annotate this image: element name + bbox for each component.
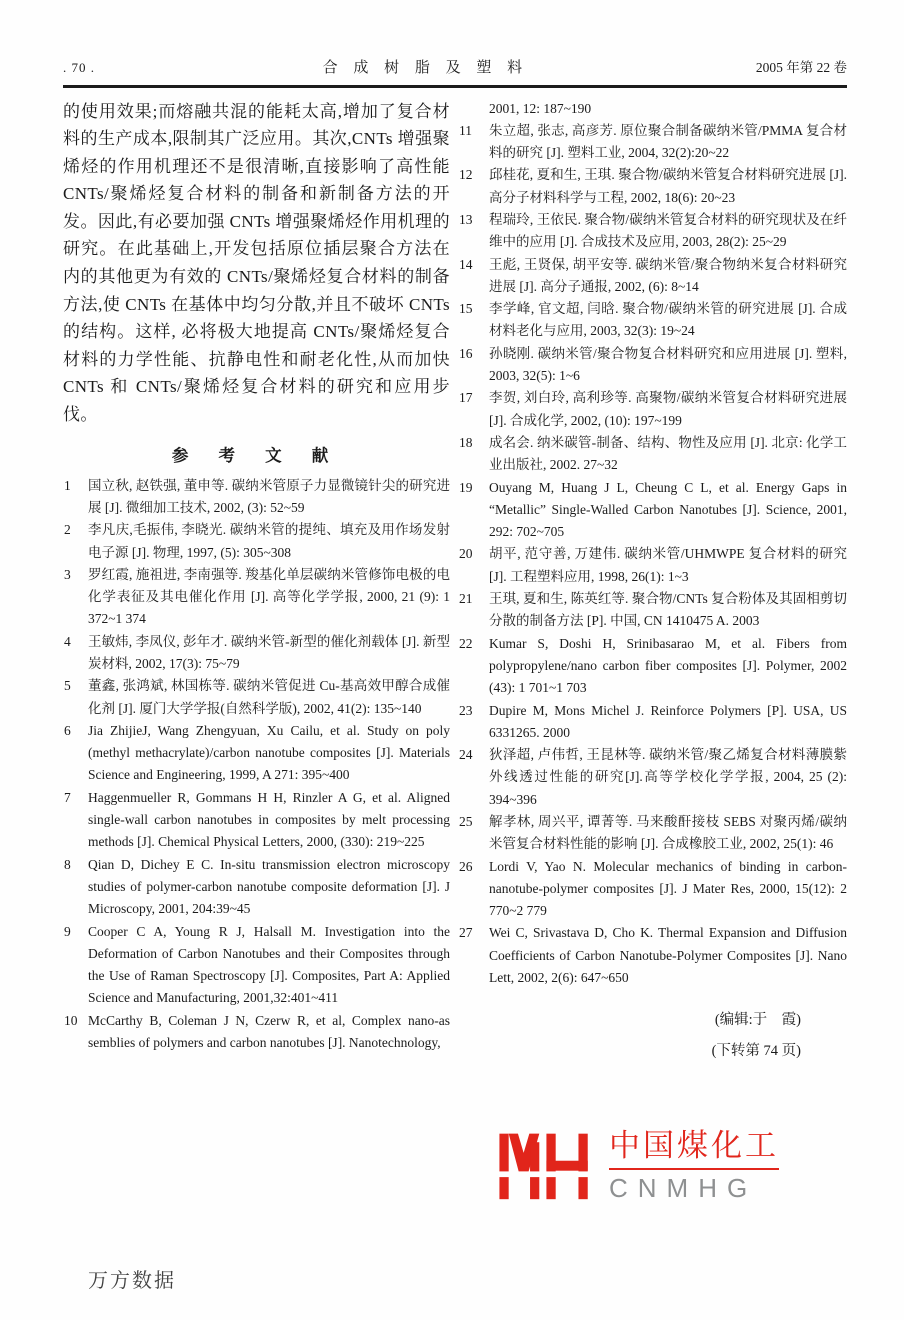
reference-text: 胡平, 范守善, 万建伟. 碳纳米管/UHMWPE 复合材料的研究 [J]. 工程塑料应用, 1998, 26(1): 1~3 bbox=[489, 546, 847, 584]
page-number: . 70 . bbox=[63, 60, 95, 75]
reference-item bbox=[458, 164, 847, 209]
reference-text: 朱立超, 张志, 高彦芳. 原位聚合制备碳纳米管/PMMA 复合材料的研究 [J]. 塑料工业, 2004, 32(2):20~22 bbox=[489, 122, 847, 161]
reference-continuation: 2001, 12: 187~190 bbox=[489, 100, 592, 116]
reference-item bbox=[63, 631, 450, 676]
reference-number: 27 bbox=[459, 925, 473, 941]
reference-text: 狄泽超, 卢伟哲, 王昆林等. 碳纳米管/聚乙烯复合材料薄膜紫外线透过性能的研究[J].高等学校化学学报, 2004, 25 (2): 394~396 bbox=[489, 747, 847, 807]
reference-item bbox=[458, 387, 847, 432]
reference-item bbox=[458, 343, 847, 388]
reference-number: 9 bbox=[64, 923, 71, 939]
reference-text: 程瑞玲, 王依民. 聚合物/碳纳米管复合材料的研究现状及在纤维中的应用 [J]. 合成技术及应用, 2003, 28(2): 25~29 bbox=[489, 211, 847, 250]
reference-text: 国立秋, 赵铁强, 董申等. 碳纳米管原子力显微镜针尖的研究进展 [J]. 微细加工技术, 2002, (3): 52~59 bbox=[88, 477, 450, 515]
reference-item bbox=[63, 475, 450, 520]
reference-text: 孙晓刚. 碳纳米管/聚合物复合材料研究和应用进展 [J]. 塑料, 2003, 32(5): 1~6 bbox=[489, 345, 847, 384]
reference-number: 1 bbox=[64, 477, 71, 493]
two-column-body bbox=[63, 98, 847, 1068]
reference-number: 2 bbox=[64, 522, 71, 538]
reference-number: 5 bbox=[64, 678, 71, 694]
reference-text: 王琪, 夏和生, 陈英红等. 聚合物/CNTs 复合粉体及其固相剪切分散的制备方法 [P]. 中国, CN 1410475 A. 2003 bbox=[489, 591, 847, 629]
reference-number: 16 bbox=[459, 345, 473, 361]
right-column bbox=[458, 98, 847, 1068]
reference-number: 19 bbox=[459, 479, 473, 495]
reference-text: 王彪, 王贤保, 胡平安等. 碳纳米管/聚合物纳米复合材料研究进展 [J]. 高分子通报, 2002, (6): 8~14 bbox=[489, 256, 847, 294]
reference-text: Qian D, Dichey E C. In-situ transmission electron microscopy studies of polymer-carbon nanotube composite deformation [J]. J Microscopy, 2001, 204:39~45 bbox=[88, 856, 450, 917]
reference-number: 17 bbox=[459, 390, 473, 406]
reference-number: 12 bbox=[459, 167, 473, 183]
reference-number: 23 bbox=[459, 702, 473, 718]
logo-chinese-name: 中国煤化工 bbox=[609, 1127, 779, 1163]
reference-number: 22 bbox=[459, 635, 473, 651]
reference-text: McCarthy B, Coleman J N, Czerw R, et al, Complex nano-as semblies of polymers and carbon nanotubes [J]. Nanotechnology, bbox=[88, 1012, 450, 1051]
reference-text: Ouyang M, Huang J L, Cheung C L, et al. Energy Gaps in “Metallic” Single-Walled Carbon Nanotubes [J]. Science, 2001, 292: 702~705 bbox=[489, 479, 847, 540]
reference-text: Dupire M, Mons Michel J. Reinforce Polymers [P]. USA, US 6331265. 2000 bbox=[489, 702, 847, 740]
reference-item bbox=[458, 700, 847, 745]
reference-text: Kumar S, Doshi H, Srinibasarao M, et al. Fibers from polypropylene/nano carbon fiber composites [J]. Polymer, 2002 (43): 1 701~1 703 bbox=[489, 635, 847, 696]
reference-item bbox=[458, 432, 847, 477]
reference-item bbox=[458, 298, 847, 343]
reference-text: 董鑫, 张鸿斌, 林国栋等. 碳纳米管促进 Cu-基高效甲醇合成催化剂 [J]. 厦门大学学报(自然科学版), 2002, 41(2): 135~140 bbox=[88, 678, 450, 716]
reference-item bbox=[458, 543, 847, 588]
wanfang-watermark: 万方数据 bbox=[88, 1270, 176, 1292]
reference-item bbox=[63, 564, 450, 631]
reference-item bbox=[458, 254, 847, 299]
reference-text: Wei C, Srivastava D, Cho K. Thermal Expansion and Diffusion Coefficients of Carbon Nanotube-Polymer Composites [J]. Nano Lett, 2002, 2(6): 647~650 bbox=[489, 925, 847, 986]
reference-text: Haggenmueller R, Gommans H H, Rinzler A G, et al. Aligned single-wall carbon nanotubes in composites by melt processing methods [J]. Chemical Physical Letters, 2000, (330): 219~225 bbox=[88, 789, 450, 850]
reference-item bbox=[458, 633, 847, 700]
reference-item bbox=[458, 209, 847, 254]
reference-text: 罗红霞, 施祖进, 李南强等. 羧基化单层碳纳米管修饰电极的电化学表征及其电催化作用 [J]. 高等化学学报, 2000, 21 (9): 1 372~1 374 bbox=[88, 566, 450, 627]
reference-number: 7 bbox=[64, 789, 71, 805]
reference-number: 26 bbox=[459, 858, 473, 874]
cnmhg-logo bbox=[498, 1121, 779, 1209]
reference-item bbox=[63, 720, 450, 787]
reference-item bbox=[458, 744, 847, 811]
reference-text: Lordi V, Yao N. Molecular mechanics of binding in carbon-nanotube-polymer composites [J]. J Mater Res, 2000, 15(12): 2 770~2 779 bbox=[489, 858, 847, 919]
logo-latin-name: CNMHG bbox=[609, 1172, 758, 1203]
reference-item bbox=[63, 854, 450, 921]
reference-item bbox=[63, 675, 450, 720]
volume-info: 2005 年第 22 卷 bbox=[755, 60, 847, 75]
cnmhg-logo-mark-icon bbox=[498, 1121, 592, 1209]
reference-item bbox=[458, 477, 847, 544]
reference-number: 24 bbox=[459, 747, 473, 763]
continuation-note: (下转第 74 页) bbox=[711, 1043, 801, 1060]
editor-note: (编辑:于 霞) bbox=[714, 1012, 801, 1029]
reference-number: 6 bbox=[64, 722, 71, 738]
header-rule bbox=[63, 85, 847, 88]
reference-text: 李贺, 刘白玲, 高利珍等. 高聚物/碳纳米管复合材料研究进展 [J]. 合成化学, 2002, (10): 197~199 bbox=[489, 390, 847, 428]
logo-mark-shapes bbox=[499, 1134, 587, 1200]
journal-title: 合 成 树 脂 及 塑 料 bbox=[322, 60, 529, 76]
reference-number: 13 bbox=[459, 211, 473, 227]
reference-text: Cooper C A, Young R J, Halsall M. Investigation into the Deformation of Carbon Nanotubes and their Composites through the Use of Raman Spectroscopy [J]. Composites, Part A: Applied Science and Manufacturing, 2001,32:401~411 bbox=[88, 923, 450, 1006]
reference-number: 8 bbox=[64, 856, 71, 872]
reference-text: Jia ZhijieJ, Wang Zhengyuan, Xu Cailu, et al. Study on poly (methyl methacrylate)/carbon nanotube composites [J]. Materials Science and Engineering, 1999, A 271: 395~400 bbox=[88, 722, 450, 783]
page-header bbox=[63, 56, 847, 77]
reference-item bbox=[458, 811, 847, 856]
reference-text: 李凡庆,毛振伟, 李晓光. 碳纳米管的提纯、填充及用作场发射电子源 [J]. 物理, 1997, (5): 305~308 bbox=[88, 522, 450, 560]
reference-number: 25 bbox=[459, 814, 473, 829]
reference-item bbox=[63, 1010, 450, 1055]
references-heading: 参 考 文 献 bbox=[171, 445, 342, 465]
reference-item bbox=[63, 519, 450, 564]
reference-item bbox=[458, 856, 847, 923]
reference-number: 18 bbox=[459, 434, 473, 450]
reference-number: 10 bbox=[64, 1012, 78, 1028]
reference-item bbox=[458, 588, 847, 633]
reference-list-left bbox=[63, 475, 450, 1055]
reference-number: 21 bbox=[459, 591, 473, 607]
reference-item bbox=[63, 787, 450, 854]
footer-notes bbox=[458, 1005, 847, 1067]
reference-number: 15 bbox=[459, 301, 473, 317]
logo-divider bbox=[609, 1168, 779, 1170]
reference-number: 3 bbox=[64, 566, 71, 582]
reference-list-right bbox=[458, 120, 847, 990]
cnmhg-logo-text bbox=[609, 1129, 779, 1202]
reference-number: 11 bbox=[459, 122, 472, 138]
left-column bbox=[63, 98, 450, 1068]
reference-item bbox=[458, 120, 847, 165]
intro-paragraph: 的使用效果;而熔融共混的能耗太高,增加了复合材料的生产成本,限制其广泛应用。其次,CNTs 增强聚烯烃的作用机理还不是很清晰,直接影响了高性能 CNTs/聚烯烃复合材料的制备和新制备方法的开发。因此,有必要加强 CNTs 增强聚烯烃作用机理的研究。在此基础上,开发包括原位插层聚合方法在内的其他更为有效的 CNTs/聚烯烃复合材料的制备方法,使 CNTs 在基体中均匀分散,并且不破坏 CNTs 的结构。这样, 必将极大地提高 CNTs/聚烯烃复合材料的力学性能、抗静电性和耐老化性,从而加快 CNTs 和 CNTs/聚烯烃复合材料的研究和应用步伐。 bbox=[63, 101, 450, 425]
reference-text: 邱桂花, 夏和生, 王琪. 聚合物/碳纳米管复合材料研究进展 [J]. 高分子材料科学与工程, 2002, 18(6): 20~23 bbox=[489, 167, 847, 205]
reference-text: 解孝林, 周兴平, 谭菁等. 马来酸酐接枝 SEBS 对聚丙烯/碳纳米管复合材料性能的影响 [J]. 合成橡胶工业, 2002, 25(1): 46 bbox=[489, 814, 847, 852]
reference-item bbox=[458, 922, 847, 989]
reference-item bbox=[63, 921, 450, 1010]
reference-text: 李学峰, 官文超, 闫晗. 聚合物/碳纳米管的研究进展 [J]. 合成材料老化与应用, 2003, 32(3): 19~24 bbox=[489, 301, 847, 339]
reference-number: 4 bbox=[64, 633, 71, 649]
reference-text: 王敏炜, 李凤仪, 彭年才. 碳纳米管-新型的催化剂载体 [J]. 新型炭材料, 2002, 17(3): 75~79 bbox=[88, 633, 450, 671]
reference-text: 成名会. 纳米碳管-制备、结构、物性及应用 [J]. 北京: 化学工业出版社, 2002. 27~32 bbox=[489, 434, 847, 473]
reference-number: 14 bbox=[459, 256, 473, 272]
reference-number: 20 bbox=[459, 546, 473, 562]
